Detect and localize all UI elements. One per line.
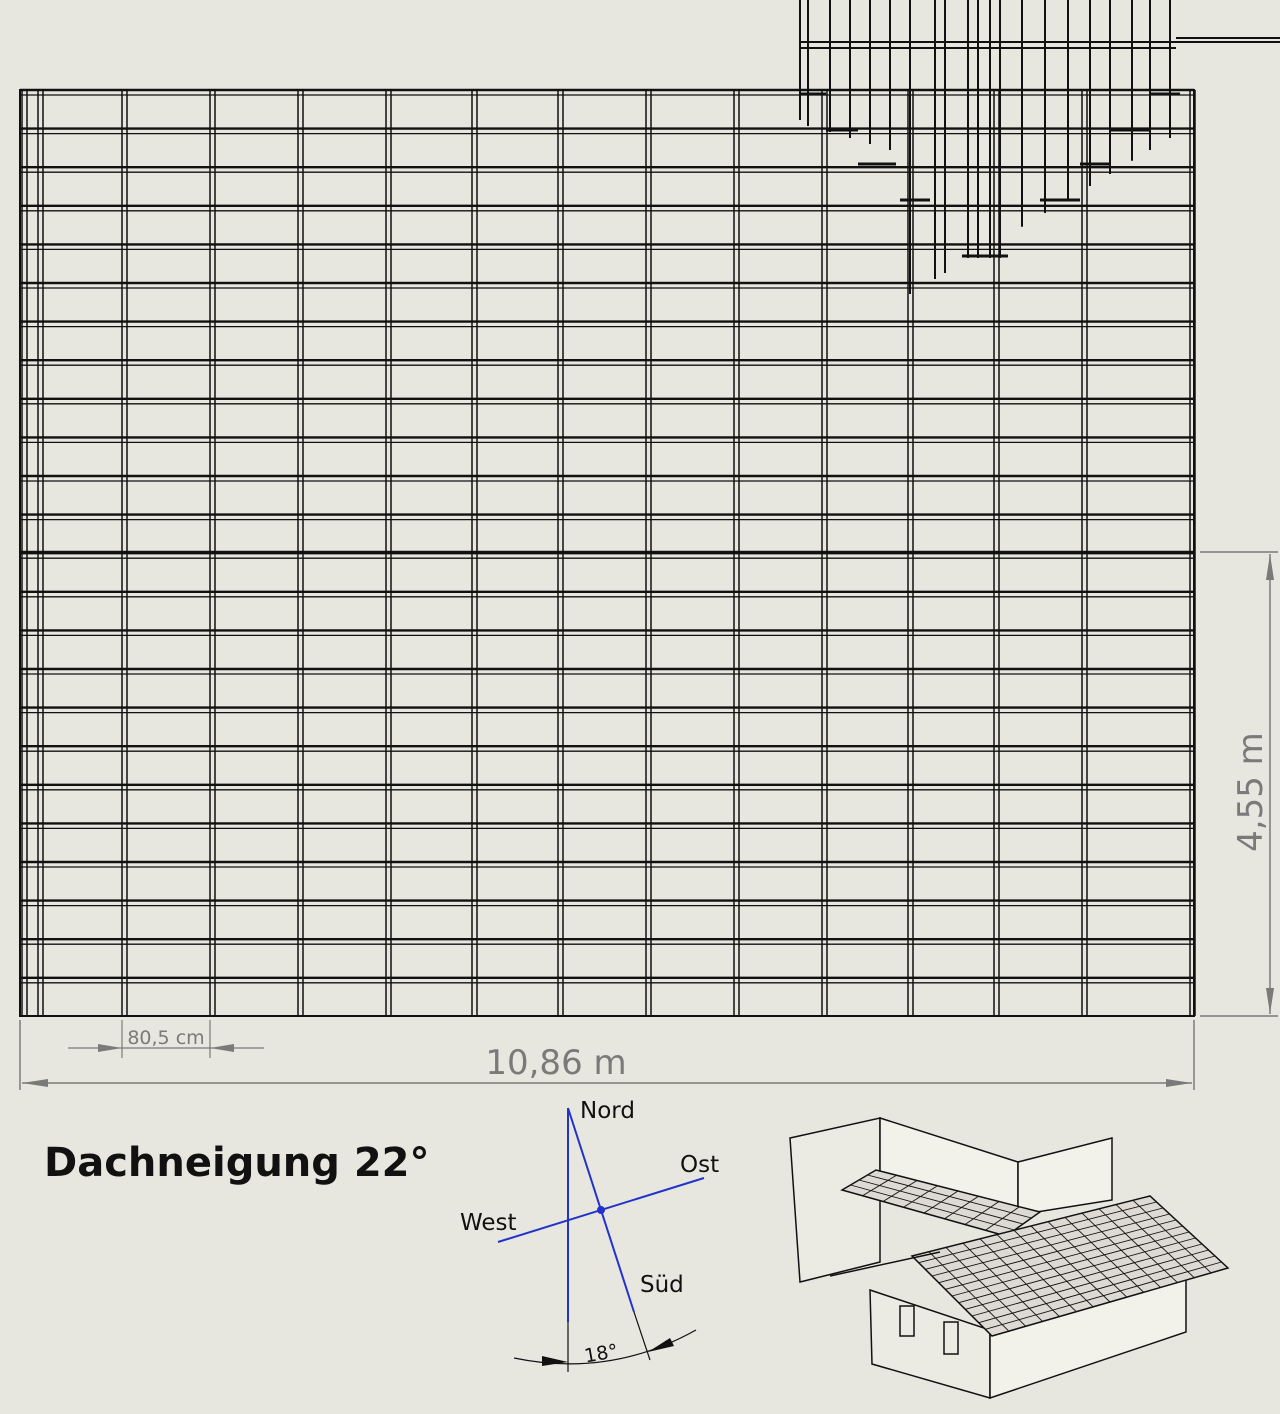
height-dimension bbox=[1200, 552, 1278, 1016]
compass-north-label: Nord bbox=[580, 1098, 635, 1124]
compass-west-label: West bbox=[460, 1210, 517, 1236]
house-3d-preview bbox=[790, 1118, 1228, 1398]
compass-south-label: Süd bbox=[640, 1272, 684, 1298]
height-dimension-label: 4,55 m bbox=[1231, 732, 1271, 852]
compass-east-label: Ost bbox=[680, 1152, 720, 1178]
compass-rose bbox=[498, 1108, 704, 1372]
compass-angle-label: 18° bbox=[582, 1340, 620, 1368]
roof-batten-grid bbox=[20, 90, 1195, 1016]
roof-pitch-label: Dachneigung 22° bbox=[44, 1140, 430, 1186]
width-dimension-label: 10,86 m bbox=[485, 1043, 627, 1083]
spacing-dimension-label: 80,5 cm bbox=[127, 1027, 205, 1049]
spacing-dimension bbox=[68, 1020, 264, 1058]
